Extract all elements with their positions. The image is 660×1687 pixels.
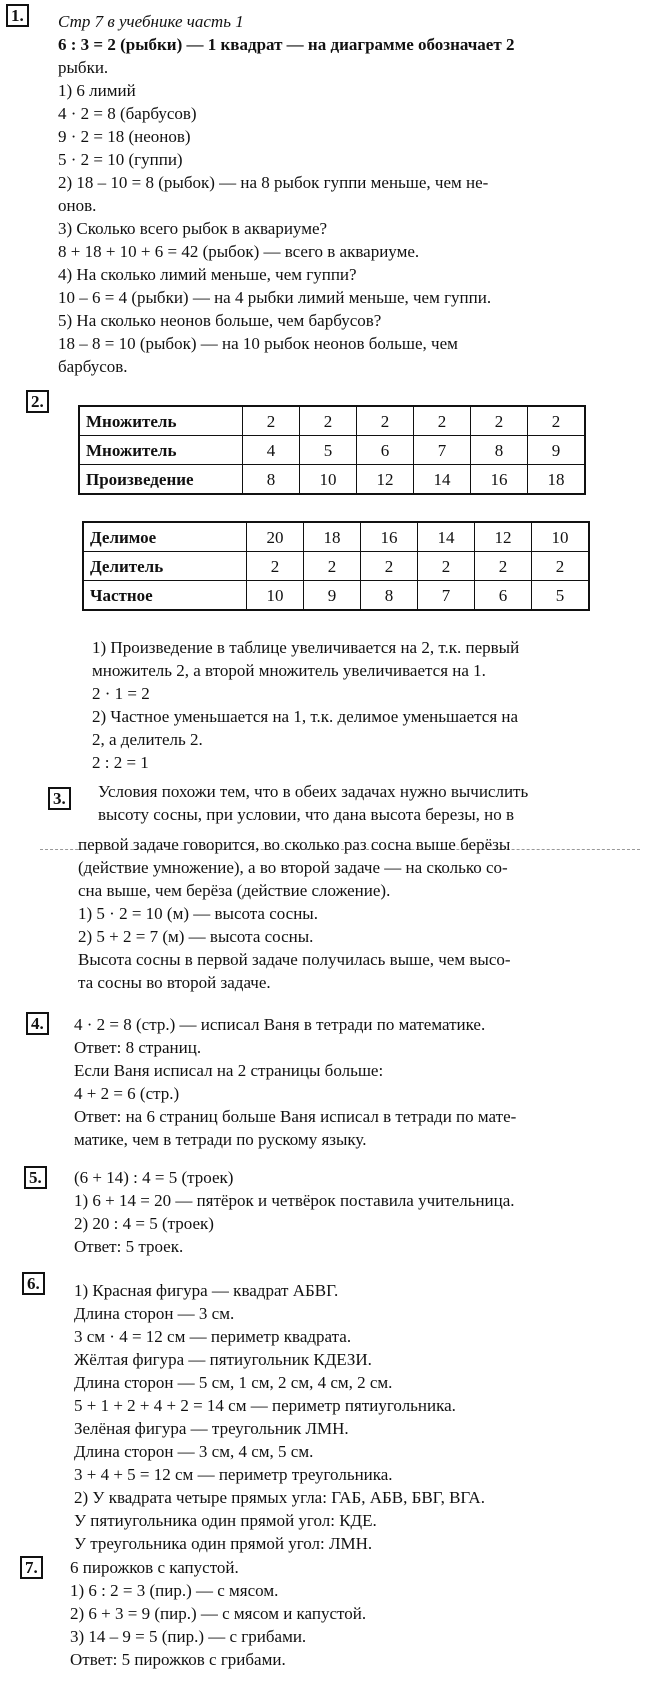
table-row [79, 406, 585, 436]
row-label: Частное [83, 581, 247, 611]
table-cell: 2 [418, 552, 475, 581]
table-row [83, 552, 589, 581]
table-cell: 4 [243, 436, 300, 465]
table-cell: 2 [247, 552, 304, 581]
table-cell: 2 [528, 406, 586, 436]
table-cell: 16 [471, 465, 528, 495]
table-cell: 10 [247, 581, 304, 611]
task1-line: 2) 18 – 10 = 8 (рыбок) — на 8 рыбок гуппи меньше, чем не- [58, 173, 489, 192]
task7-line: 1) 6 : 2 = 3 (пир.) — с мясом. [70, 1581, 279, 1600]
table-cell: 18 [528, 465, 586, 495]
table-cell: 2 [532, 552, 590, 581]
task6-line: Жёлтая фигура — пятиугольник КДЕЗИ. [74, 1350, 372, 1369]
task5-line: (6 + 14) : 4 = 5 (троек) [74, 1168, 234, 1187]
task6-line: 1) Красная фигура — квадрат АБВГ. [74, 1281, 339, 1300]
task4-line: Ответ: 8 страниц. [74, 1038, 202, 1057]
task6-line: Зелёная фигура — треугольник ЛМН. [74, 1419, 349, 1438]
table-cell: 2 [414, 406, 471, 436]
task-number-5: 5. [24, 1166, 47, 1189]
row-label: Делитель [83, 552, 247, 581]
task6-line: Длина сторон — 5 см, 1 см, 2 см, 4 см, 2 см. [74, 1373, 393, 1392]
task2-line: 2, а делитель 2. [92, 730, 203, 749]
task4-line: 4 · 2 = 8 (стр.) — исписал Ваня в тетради по математике. [74, 1015, 486, 1034]
task-number-7: 7. [20, 1556, 43, 1579]
table-cell: 6 [357, 436, 414, 465]
table-cell: 9 [304, 581, 361, 611]
row-label: Произведение [79, 465, 243, 495]
table-cell: 20 [247, 522, 304, 552]
table-cell: 10 [300, 465, 357, 495]
task4-line: Если Ваня исписал на 2 страницы больше: [74, 1061, 384, 1080]
table-cell: 12 [475, 522, 532, 552]
table-cell: 12 [357, 465, 414, 495]
task6-line: Длина сторон — 3 см, 4 см, 5 см. [74, 1442, 314, 1461]
task6-line: У пятиугольника один прямой угол: КДЕ. [74, 1511, 377, 1530]
task1-line: 18 – 8 = 10 (рыбок) — на 10 рыбок неонов больше, чем [58, 334, 458, 353]
row-label: Делимое [83, 522, 247, 552]
task6-line: Длина сторон — 3 см. [74, 1304, 235, 1323]
table-cell: 5 [300, 436, 357, 465]
table-cell: 8 [361, 581, 418, 611]
task-number-6: 6. [22, 1272, 45, 1295]
task6-line: 3 + 4 + 5 = 12 см — периметр треугольника. [74, 1465, 393, 1484]
task6-line: 2) У квадрата четыре прямых угла: ГАБ, АБВ, БВГ, ВГА. [74, 1488, 485, 1507]
task1-line: рыбки. [58, 58, 109, 77]
table-cell: 7 [418, 581, 475, 611]
task1-line: 3) Сколько всего рыбок в аквариуме? [58, 219, 328, 238]
task6-line: У треугольника один прямой угол: ЛМН. [74, 1534, 373, 1553]
task4-line: 4 + 2 = 6 (стр.) [74, 1084, 180, 1103]
task-number-2: 2. [26, 390, 49, 413]
task5-line: 1) 6 + 14 = 20 — пятёрок и четвёрок поставила учительница. [74, 1191, 515, 1210]
table-cell: 6 [475, 581, 532, 611]
task1-line: 6 : 3 = 2 (рыбки) — 1 квадрат — на диаграмме обозначает 2 [58, 35, 515, 54]
table-cell: 14 [418, 522, 475, 552]
table-cell: 9 [528, 436, 586, 465]
table-cell: 8 [243, 465, 300, 495]
task3-line: Условия похожи тем, что в обеих задачах нужно вычислить [98, 782, 529, 801]
task2-line: 2) Частное уменьшается на 1, т.к. делимое уменьшается на [92, 707, 519, 726]
task-number-1: 1. [6, 4, 29, 27]
task3-line: первой задаче говорится, во сколько раз сосна выше берёзы [78, 835, 511, 854]
task1-line: 4) На сколько лимий меньше, чем гуппи? [58, 265, 357, 284]
textbook-page-header: Стр 7 в учебнике часть 1 [58, 12, 244, 31]
task1-line: 5 · 2 = 10 (гуппи) [58, 150, 183, 169]
table-cell: 2 [475, 552, 532, 581]
task5-line: Ответ: 5 троек. [74, 1237, 184, 1256]
task2-line: множитель 2, а второй множитель увеличивается на 1. [92, 661, 486, 680]
task3-line: сна выше, чем берёза (действие сложение). [78, 881, 391, 900]
task7-line: 3) 14 – 9 = 5 (пир.) — с грибами. [70, 1627, 307, 1646]
task2-line: 1) Произведение в таблице увеличивается на 2, т.к. первый [92, 638, 520, 657]
task-number-3: 3. [48, 787, 71, 810]
task5-line: 2) 20 : 4 = 5 (троек) [74, 1214, 214, 1233]
task7-line: 2) 6 + 3 = 9 (пир.) — с мясом и капустой. [70, 1604, 367, 1623]
task3-line: 2) 5 + 2 = 7 (м) — высота сосны. [78, 927, 314, 946]
table-cell: 18 [304, 522, 361, 552]
task7-line: Ответ: 5 пирожков с грибами. [70, 1650, 286, 1669]
task1-line: 4 · 2 = 8 (барбусов) [58, 104, 197, 123]
table-cell: 2 [471, 406, 528, 436]
task6-line: 5 + 1 + 2 + 4 + 2 = 14 см — периметр пятиугольника. [74, 1396, 456, 1415]
task1-line: 5) На сколько неонов больше, чем барбусов? [58, 311, 382, 330]
task1-line: барбусов. [58, 357, 128, 376]
table-cell: 14 [414, 465, 471, 495]
table-cell: 2 [361, 552, 418, 581]
table-cell: 7 [414, 436, 471, 465]
table-row [79, 436, 585, 465]
task-number-4: 4. [26, 1012, 49, 1035]
task1-line: 9 · 2 = 18 (неонов) [58, 127, 191, 146]
table-cell: 2 [300, 406, 357, 436]
table-row [83, 581, 589, 611]
task1-line: 1) 6 лимий [58, 81, 136, 100]
task7-line: 6 пирожков с капустой. [70, 1558, 239, 1577]
table-row [79, 465, 585, 495]
table-cell: 2 [357, 406, 414, 436]
task1-line: 8 + 18 + 10 + 6 = 42 (рыбок) — всего в аквариуме. [58, 242, 420, 261]
task2-line: 2 · 1 = 2 [92, 684, 150, 703]
task3-line: высоту сосны, при условии, что дана высота березы, но в [98, 805, 514, 824]
table-cell: 16 [361, 522, 418, 552]
row-label: Множитель [79, 436, 243, 465]
task1-line: 10 – 6 = 4 (рыбки) — на 4 рыбки лимий меньше, чем гуппи. [58, 288, 492, 307]
row-label: Множитель [79, 406, 243, 436]
table-cell: 10 [532, 522, 590, 552]
task2-line: 2 : 2 = 1 [92, 753, 149, 772]
task3-line: (действие умножение), а во второй задаче — на сколько со- [78, 858, 508, 877]
table-cell: 5 [532, 581, 590, 611]
task3-line: Высота сосны в первой задаче получилась выше, чем высо- [78, 950, 511, 969]
task3-line: 1) 5 · 2 = 10 (м) — высота сосны. [78, 904, 318, 923]
multiplication-table [78, 405, 586, 495]
table-cell: 2 [304, 552, 361, 581]
task6-line: 3 см · 4 = 12 см — периметр квадрата. [74, 1327, 352, 1346]
table-row [83, 522, 589, 552]
table-cell: 2 [243, 406, 300, 436]
task4-line: Ответ: на 6 страниц больше Ваня исписал в тетради по мате- [74, 1107, 517, 1126]
table-cell: 8 [471, 436, 528, 465]
division-table [82, 521, 590, 611]
task1-line: онов. [58, 196, 97, 215]
task3-line: та сосны во второй задаче. [78, 973, 271, 992]
task4-line: матике, чем в тетради по рускому языку. [74, 1130, 367, 1149]
